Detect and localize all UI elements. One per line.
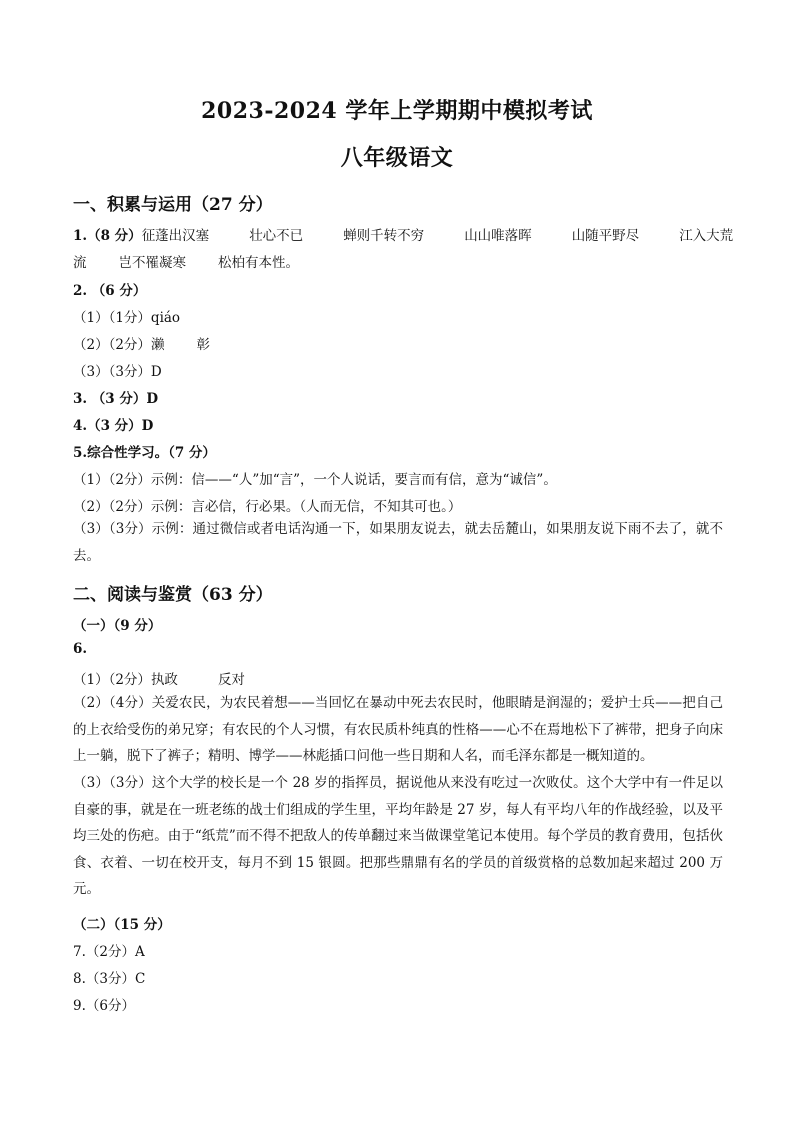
part-2-heading: （二）（15 分）: [73, 917, 171, 933]
q1-number: 1.（8 分）: [73, 228, 142, 244]
q1-line-1: [73, 224, 733, 244]
q1-answer-3: 蝉则千转不穷: [343, 228, 425, 244]
q2-sub-2-label: （2）（2分）: [73, 337, 151, 353]
q2-sub-2-answer-a: 濑: [150, 337, 165, 353]
q6-number: 6.: [73, 641, 88, 657]
q6-sub-3: （3）（3分）这个大学的校长是一个 28 岁的指挥员，据说他从来没有吃过一次败仗。这个大学中有一件足以自豪的事，就是在一班老练的战士们组成的学生里，平均年龄是 27 岁，每人有平均八年的作战经验，以及平均三处的伤疤。由于“纸荒”而不得不把敌人的传单翻过来当做课堂笔记本使用。每个学员的教育费用，包括伙食、衣着、一切在校开支，每月不到 15 银圆。把那些鼎鼎有名的学员的首级赏格的总数加起来超过 200 万元。: [73, 775, 723, 898]
q2-sub-3: （3）（3分）D: [73, 364, 162, 380]
q8-answer: 8.（3分）C: [73, 971, 146, 987]
q1-answer-2: 壮心不已: [249, 228, 304, 244]
q2-number: 2. （6 分）: [73, 283, 147, 299]
q5-number: 5.综合性学习。（7 分）: [73, 445, 216, 461]
q5-sub-3: （3）（3分）示例：通过微信或者电话沟通一下，如果朋友说去，就去岳麓山，如果朋友说下雨不去了，就不去。: [73, 521, 723, 564]
q3-answer: 3. （3 分）D: [73, 391, 159, 407]
q7-answer: 7.（2分）A: [73, 944, 145, 960]
q4-answer: 4.（3 分）D: [73, 418, 154, 434]
section-heading-2: 二、阅读与鉴赏（63 分）: [73, 585, 273, 605]
q9-number: 9.（6分）: [73, 998, 135, 1014]
q6-sub-2: （2）（4分）关爱农民，为农民着想——当回忆在暴动中死去农民时，他眼睛是润湿的；爱护士兵——把自己的上衣给受伤的弟兄穿；有农民的个人习惯，有农民质朴纯真的性格——心不在焉地松下了裤带，把身子向床上一躺，脱下了裤子；精明、博学——林彪插口问他一些日期和人名，而毛泽东都是一概知道的。: [73, 695, 723, 765]
q1-line-2: [73, 251, 299, 271]
q5-sub-1: （1）（2分）示例：信——“人”加“言”，一个人说话，要言而有信，意为“诚信”。: [73, 472, 557, 488]
part-1-heading: （一）（9 分）: [73, 618, 162, 634]
q1-answer-6: 江入大荒: [679, 228, 734, 244]
q2-sub-2: [73, 333, 210, 353]
q1-answer-5: 山随平野尽: [571, 228, 640, 244]
q6-sub-1: [73, 668, 245, 688]
q1-answer-4: 山山唯落晖: [464, 228, 532, 244]
section-heading-1: 一、积累与运用（27 分）: [73, 195, 273, 215]
q5-sub-2: （2）（2分）示例：言必信，行必果。（人而无信，不知其可也。）: [73, 499, 462, 515]
q6-sub-1-answer-b: 反对: [217, 672, 245, 688]
q1-answer-1: 征蓬出汉塞: [141, 228, 210, 244]
q6-sub-1-answer-a: 执政: [150, 672, 178, 688]
page-title: 2023-2024 学年上学期期中模拟考试: [201, 98, 593, 124]
q6-sub-1-label: （1）（2分）: [73, 672, 151, 688]
q2-sub-1: （1）（1分）qiáo: [73, 310, 181, 326]
q1-answer-6-cont: 流: [73, 255, 87, 271]
q1-answer-8: 松柏有本性。: [218, 255, 299, 271]
page-subtitle: 八年级语文: [340, 145, 454, 171]
q1-answer-7: 岂不罹凝寒: [118, 255, 186, 271]
q2-sub-2-answer-b: 彰: [196, 337, 210, 353]
